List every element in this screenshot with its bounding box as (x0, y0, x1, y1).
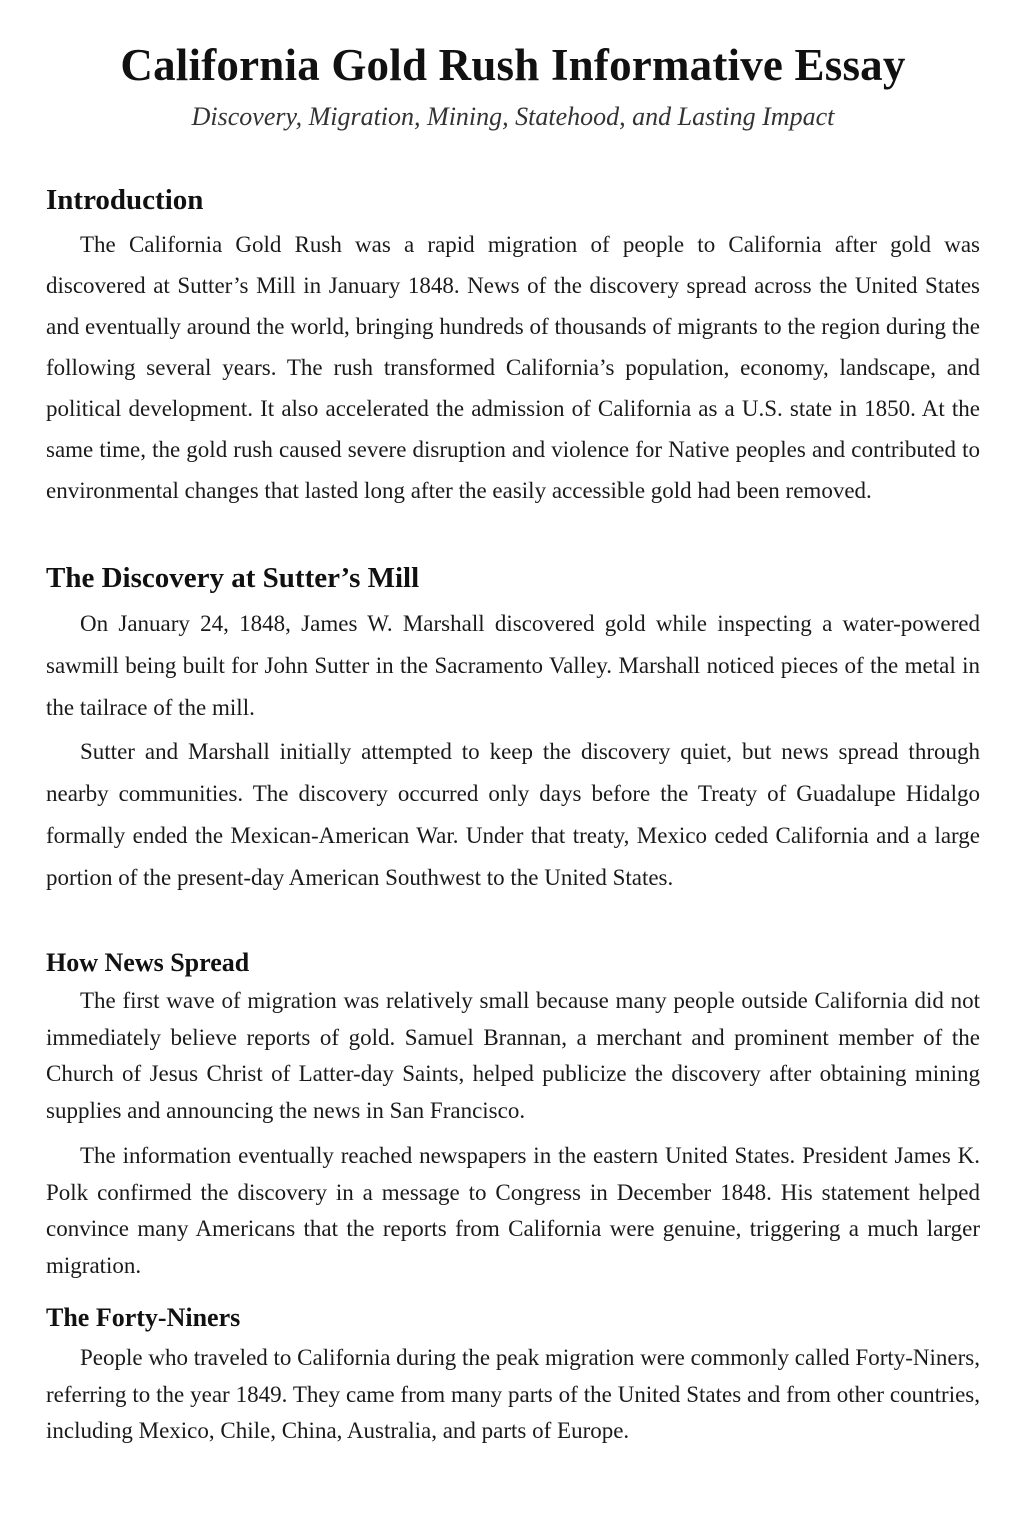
section-heading-introduction: Introduction (46, 184, 204, 216)
page-title: California Gold Rush Informative Essay (120, 40, 906, 90)
section-heading-discovery: The Discovery at Sutter’s Mill (46, 562, 420, 594)
paragraph: On January 24, 1848, James W. Marshall discovered gold while inspecting a water-powered sawmill being built for John Sutter in the Sacramento Valley. Marshall noticed pieces of the metal in the tailrace of the mill. (46, 611, 980, 720)
page-subtitle: Discovery, Migration, Mining, Statehood, and Lasting Impact (191, 102, 835, 131)
section-how-news-spread (46, 945, 980, 1284)
paragraph: The first wave of migration was relatively small because many people outside California did not immediately believe reports of gold. Samuel Brannan, a merchant and prominent member of the Church of Jesus Christ of Latter-day Saints, helped publicize the discovery after obtaining mining supplies and announcing the news in San Francisco. (46, 988, 980, 1123)
section-heading-how-news-spread: How News Spread (46, 948, 250, 977)
section-introduction (46, 180, 980, 511)
paragraph: The California Gold Rush was a rapid migration of people to California after gold was discovered at Sutter’s Mill in January 1848. News of the discovery spread across the United States and eventually around the world, bringing hundreds of thousands of migrants to the region during the following several years. The rush transformed California’s population, economy, landscape, and political development. It also accelerated the admission of California as a U.S. state in 1850. At the same time, the gold rush caused severe disruption and violence for Native peoples and contributed to environmental changes that lasted long after the easily accessible gold had been removed. (46, 232, 980, 503)
section-heading-forty-niners: The Forty-Niners (46, 1303, 241, 1332)
paragraph: People who traveled to California during the peak migration were commonly called Forty-Niners, referring to the year 1849. They came from many parts of the United States and from other countries, including Mexico, Chile, China, Australia, and parts of Europe. (46, 1345, 980, 1443)
paragraph: Sutter and Marshall initially attempted to keep the discovery quiet, but news spread through nearby communities. The discovery occurred only days before the Treaty of Guadalupe Hidalgo formally ended the Mexican-American War. Under that treaty, Mexico ceded California and a large portion of the present-day American Southwest to the United States. (46, 739, 980, 890)
paragraph: The information eventually reached newspapers in the eastern United States. President James K. Polk confirmed the discovery in a message to Congress in December 1848. His statement helped convince many Americans that the reports from California were genuine, triggering a much larger migration. (46, 1143, 980, 1278)
section-discovery (46, 557, 980, 899)
section-forty-niners (46, 1300, 980, 1450)
